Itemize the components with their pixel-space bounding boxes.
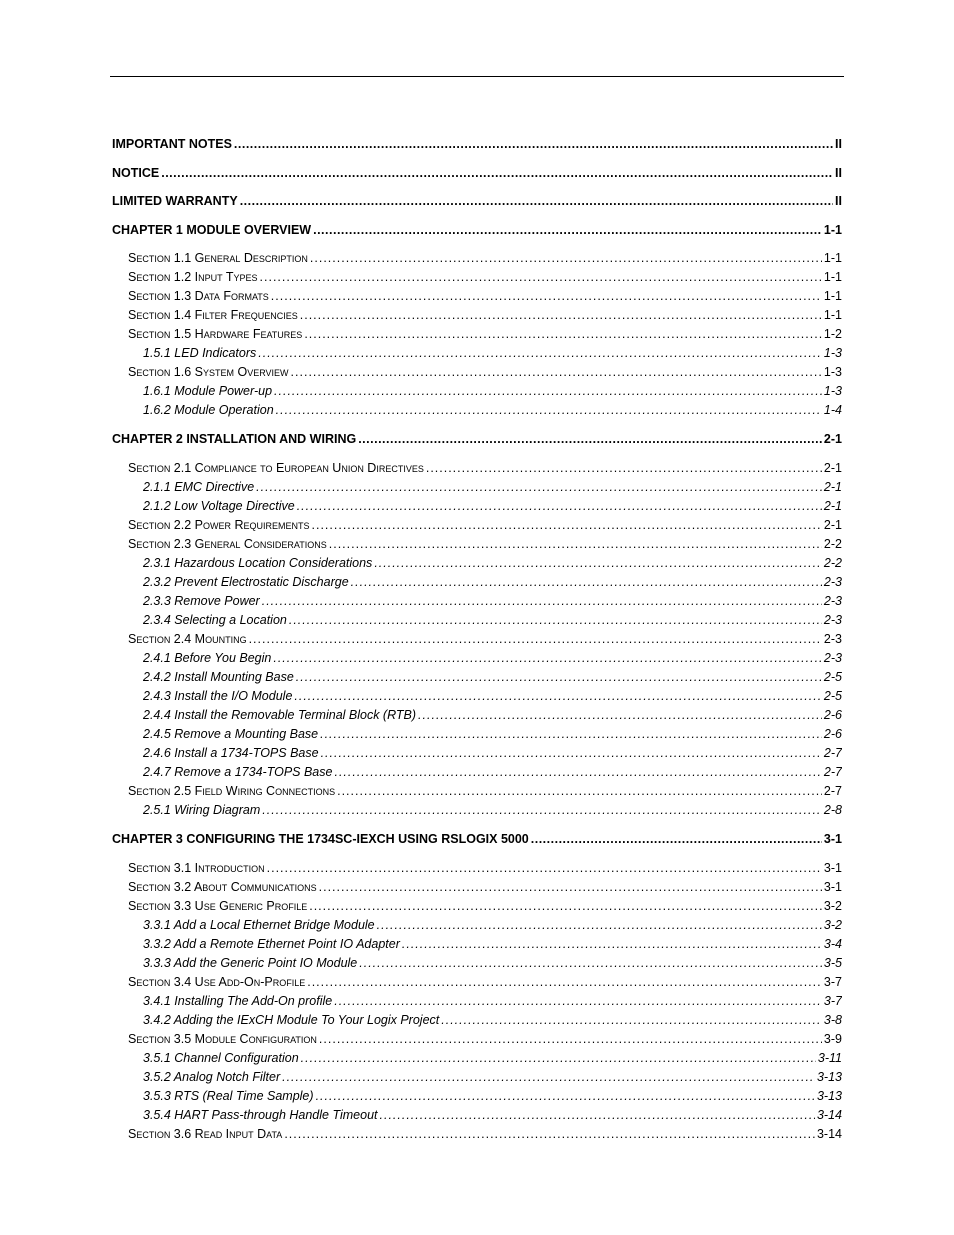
toc-leader-dots <box>312 518 822 532</box>
toc-subsection-entry[interactable] <box>143 556 842 570</box>
toc-entry-page: 2-6 <box>823 708 842 722</box>
toc-section-entry[interactable] <box>128 1032 842 1046</box>
toc-chapter-entry[interactable] <box>112 137 842 151</box>
toc-entry-title: 3.3.3 Add the Generic Point IO Module <box>143 955 358 970</box>
toc-entry-page: 2-6 <box>823 727 842 741</box>
toc-leader-dots <box>258 346 822 360</box>
toc-leader-dots <box>301 1051 816 1065</box>
toc-entry-page: 1-1 <box>823 251 842 266</box>
toc-leader-dots <box>300 308 822 322</box>
toc-leader-dots <box>309 899 822 913</box>
toc-entry-page: 2-3 <box>823 575 842 589</box>
toc-entry-page: 1-1 <box>823 270 842 285</box>
toc-entry-page: 3-11 <box>817 1050 842 1065</box>
toc-entry-page: 2-7 <box>823 765 842 779</box>
toc-entry-title: 3.4.1 Installing The Add-On profile <box>143 993 333 1008</box>
toc-section-entry[interactable] <box>128 308 842 322</box>
toc-entry-title: 2.1.1 EMC Directive <box>143 480 255 494</box>
toc-entry-title: Section 1.5 Hardware Features <box>128 327 303 342</box>
toc-entry-title: IMPORTANT NOTES <box>112 137 232 151</box>
toc-leader-dots <box>319 880 822 894</box>
toc-entry-title: Section 2.5 Field Wiring Connections <box>128 784 336 798</box>
toc-entry-page: 3-7 <box>823 993 842 1008</box>
toc-entry-title: Section 3.5 Module Configuration <box>128 1031 317 1046</box>
toc-entry-title: 3.3.2 Add a Remote Ethernet Point IO Adapter <box>143 936 400 951</box>
toc-entry-title: 2.4.7 Remove a 1734-TOPS Base <box>143 765 333 779</box>
toc-entry-title: CHAPTER 3 CONFIGURING THE 1734SC-IEXCH USING RSLOGIX 5000 <box>112 832 529 846</box>
toc-chapter-entry[interactable] <box>112 166 842 180</box>
toc-section-entry[interactable] <box>128 1127 842 1141</box>
toc-section-entry[interactable] <box>128 327 842 341</box>
toc-entry-page: 2-2 <box>823 537 842 551</box>
toc-leader-dots <box>249 632 822 646</box>
toc-entry-page: 3-14 <box>816 1107 842 1122</box>
toc-entry-page: 1-2 <box>823 327 842 342</box>
toc-subsection-entry[interactable] <box>143 708 842 722</box>
toc-leader-dots <box>161 166 833 180</box>
toc-entry-page: 3-14 <box>816 1126 842 1141</box>
toc-entry-page: 1-3 <box>823 384 842 399</box>
toc-leader-dots <box>402 937 822 951</box>
toc-entry-page: II <box>835 194 842 209</box>
toc-entry-page: 2-7 <box>823 784 842 798</box>
toc-subsection-entry[interactable] <box>143 994 842 1008</box>
toc-leader-dots <box>271 289 822 303</box>
toc-subsection-entry[interactable] <box>143 384 842 398</box>
toc-section-entry[interactable] <box>128 975 842 989</box>
toc-entry-title: 2.4.2 Install Mounting Base <box>143 670 294 684</box>
toc-entry-title: 2.4.1 Before You Begin <box>143 651 272 665</box>
toc-entry-title: Section 2.4 Mounting <box>128 632 247 646</box>
toc-leader-dots <box>262 594 822 608</box>
toc-leader-dots <box>418 708 822 722</box>
toc-chapter-entry[interactable] <box>112 194 842 208</box>
toc-subsection-entry[interactable] <box>143 1089 842 1103</box>
toc-entry-page: 3-1 <box>823 832 842 846</box>
toc-leader-dots <box>260 270 822 284</box>
toc-leader-dots <box>291 365 822 379</box>
toc-entry-page: 3-1 <box>823 860 842 875</box>
toc-entry-title: 2.4.4 Install the Removable Terminal Block (RTB) <box>143 708 417 722</box>
toc-section-entry[interactable] <box>128 880 842 894</box>
toc-chapter-entry[interactable] <box>112 432 842 446</box>
toc-entry-title: CHAPTER 1 MODULE OVERVIEW <box>112 222 312 237</box>
toc-entry-page: 2-1 <box>823 518 842 532</box>
toc-section-entry[interactable] <box>128 461 842 475</box>
toc-chapter-entry[interactable] <box>112 223 842 237</box>
toc-entry-page: 1-1 <box>823 308 842 323</box>
toc-entry-title: 2.3.3 Remove Power <box>143 594 260 608</box>
toc-entry-page: 2-1 <box>823 461 842 475</box>
toc-subsection-entry[interactable] <box>143 594 842 608</box>
toc-entry-title: Section 3.3 Use Generic Profile <box>128 898 308 913</box>
toc-leader-dots <box>262 803 822 817</box>
toc-entry-title: 2.1.2 Low Voltage Directive <box>143 499 295 513</box>
toc-entry-page: II <box>835 137 842 151</box>
toc-subsection-entry[interactable] <box>143 499 842 513</box>
toc-entry-page: 3-8 <box>823 1012 842 1027</box>
toc-entry-page: 3-13 <box>816 1088 842 1103</box>
toc-entry-title: 2.4.6 Install a 1734-TOPS Base <box>143 746 319 760</box>
toc-entry-page: 3-7 <box>823 974 842 989</box>
toc-entry-title: Section 1.1 General Description <box>128 251 308 266</box>
toc-entry-title: 2.4.5 Remove a Mounting Base <box>143 727 319 741</box>
toc-entry-page: 1-3 <box>823 365 842 380</box>
toc-section-entry[interactable] <box>128 899 842 913</box>
toc-entry-page: 2-5 <box>823 670 842 684</box>
toc-entry-page: II <box>835 165 842 180</box>
toc-leader-dots <box>316 1089 815 1103</box>
toc-leader-dots <box>329 537 822 551</box>
toc-entry-title: 2.3.4 Selecting a Location <box>143 613 287 627</box>
toc-entry-page: 3-1 <box>823 879 842 894</box>
toc-entry-title: 1.5.1 LED Indicators <box>143 346 257 361</box>
toc-leader-dots <box>531 832 822 846</box>
toc-entry-title: 1.6.1 Module Power-up <box>143 384 273 399</box>
toc-subsection-entry[interactable] <box>143 1051 842 1065</box>
toc-subsection-entry[interactable] <box>143 346 842 360</box>
toc-entry-title: Section 3.4 Use Add-On-Profile <box>128 974 306 989</box>
toc-entry-page: 3-5 <box>823 955 842 970</box>
toc-leader-dots <box>273 651 822 665</box>
toc-entry-title: 3.4.2 Adding the IExCH Module To Your Logix Project <box>143 1012 440 1027</box>
toc-leader-dots <box>334 994 822 1008</box>
toc-section-entry[interactable] <box>128 784 842 798</box>
toc-entry-title: 2.3.2 Prevent Electrostatic Discharge <box>143 575 349 589</box>
toc-leader-dots <box>351 575 822 589</box>
toc-subsection-entry[interactable] <box>143 1070 842 1084</box>
toc-subsection-entry[interactable] <box>143 613 842 627</box>
toc-entry-title: 3.5.4 HART Pass-through Handle Timeout <box>143 1107 378 1122</box>
toc-entry-page: 3-9 <box>823 1031 842 1046</box>
toc-entry-page: 2-3 <box>823 651 842 665</box>
toc-leader-dots <box>426 461 822 475</box>
toc-section-entry[interactable] <box>128 365 842 379</box>
toc-subsection-entry[interactable] <box>143 803 842 817</box>
toc-subsection-entry[interactable] <box>143 765 842 779</box>
toc-entry-page: 2-1 <box>823 480 842 494</box>
toc-leader-dots <box>284 1127 815 1141</box>
toc-leader-dots <box>289 613 822 627</box>
toc-leader-dots <box>307 975 822 989</box>
toc-entry-page: 2-3 <box>823 613 842 627</box>
toc-entry-title: Section 2.3 General Considerations <box>128 537 327 551</box>
toc-leader-dots <box>276 403 822 417</box>
toc-entry-title: Section 3.6 Read Input Data <box>128 1126 283 1141</box>
toc-section-entry[interactable] <box>128 518 842 532</box>
toc-subsection-entry[interactable] <box>143 670 842 684</box>
toc-leader-dots <box>321 746 822 760</box>
toc-leader-dots <box>358 432 822 446</box>
toc-entry-page: 2-3 <box>823 594 842 608</box>
toc-entry-title: 2.3.1 Hazardous Location Considerations <box>143 556 373 570</box>
toc-section-entry[interactable] <box>128 632 842 646</box>
toc-leader-dots <box>297 499 822 513</box>
toc-entry-page: 2-8 <box>823 803 842 817</box>
toc-entry-title: Section 3.2 About Communications <box>128 879 317 894</box>
toc-entry-page: 3-2 <box>823 917 842 932</box>
toc-entry-page: 1-1 <box>823 222 842 237</box>
toc-entry-title: LIMITED WARRANTY <box>112 194 238 209</box>
toc-entry-title: 3.5.1 Channel Configuration <box>143 1050 299 1065</box>
toc-entry-title: Section 1.3 Data Formats <box>128 289 269 304</box>
toc-subsection-entry[interactable] <box>143 956 842 970</box>
toc-entry-page: 3-13 <box>816 1069 842 1084</box>
toc-section-entry[interactable] <box>128 270 842 284</box>
toc-entry-title: NOTICE <box>112 165 160 180</box>
toc-entry-title: Section 3.1 Introduction <box>128 860 265 875</box>
toc-entry-page: 2-3 <box>823 632 842 646</box>
toc-entry-title: 2.5.1 Wiring Diagram <box>143 803 261 817</box>
toc-subsection-entry[interactable] <box>143 480 842 494</box>
toc-subsection-entry[interactable] <box>143 575 842 589</box>
toc-subsection-entry[interactable] <box>143 727 842 741</box>
toc-section-entry[interactable] <box>128 289 842 303</box>
toc-subsection-entry[interactable] <box>143 689 842 703</box>
toc-entry-title: 2.4.3 Install the I/O Module <box>143 689 293 703</box>
toc-leader-dots <box>267 861 822 875</box>
toc-entry-title: 3.5.2 Analog Notch Filter <box>143 1069 281 1084</box>
toc-entry-title: 1.6.2 Module Operation <box>143 403 274 418</box>
toc-leader-dots <box>374 556 822 570</box>
toc-leader-dots <box>319 1032 822 1046</box>
toc-leader-dots <box>380 1108 815 1122</box>
toc-entry-page: 2-1 <box>823 499 842 513</box>
toc-entry-page: 2-2 <box>823 556 842 570</box>
header-rule <box>110 76 844 77</box>
toc-subsection-entry[interactable] <box>143 1108 842 1122</box>
toc-subsection-entry[interactable] <box>143 746 842 760</box>
toc-leader-dots <box>234 137 833 151</box>
toc-subsection-entry[interactable] <box>143 937 842 951</box>
toc-entry-page: 2-7 <box>823 746 842 760</box>
toc-entry-title: Section 1.6 System Overview <box>128 365 289 380</box>
toc-leader-dots <box>320 727 822 741</box>
toc-leader-dots <box>359 956 822 970</box>
toc-entry-page: 2-5 <box>823 689 842 703</box>
toc-entry-title: 3.3.1 Add a Local Ethernet Bridge Module <box>143 917 375 932</box>
toc-entry-page: 1-3 <box>823 346 842 361</box>
toc-leader-dots <box>256 480 822 494</box>
toc-subsection-entry[interactable] <box>143 1013 842 1027</box>
toc-leader-dots <box>294 689 822 703</box>
toc-leader-dots <box>296 670 822 684</box>
toc-entry-title: Section 1.4 Filter Frequencies <box>128 308 298 323</box>
toc-entry-page: 1-1 <box>823 289 842 304</box>
toc-leader-dots <box>377 918 822 932</box>
toc-entry-title: CHAPTER 2 INSTALLATION AND WIRING <box>112 432 357 447</box>
toc-entry-page: 2-1 <box>823 432 842 447</box>
toc-entry-page: 3-4 <box>823 936 842 951</box>
toc-leader-dots <box>313 223 822 237</box>
toc-section-entry[interactable] <box>128 861 842 875</box>
toc-leader-dots <box>310 251 822 265</box>
toc-entry-title: Section 2.2 Power Requirements <box>128 518 310 532</box>
toc-leader-dots <box>337 784 822 798</box>
toc-leader-dots <box>274 384 822 398</box>
toc-entry-page: 3-2 <box>823 898 842 913</box>
toc-section-entry[interactable] <box>128 251 842 265</box>
toc-entry-title: 3.5.3 RTS (Real Time Sample) <box>143 1088 314 1103</box>
toc-leader-dots <box>282 1070 815 1084</box>
toc-leader-dots <box>441 1013 822 1027</box>
toc-leader-dots <box>334 765 821 779</box>
toc-subsection-entry[interactable] <box>143 403 842 417</box>
toc-entry-title: Section 2.1 Compliance to European Union Directives <box>128 461 424 475</box>
toc-entry-page: 1-4 <box>823 403 842 418</box>
toc-subsection-entry[interactable] <box>143 651 842 665</box>
toc-subsection-entry[interactable] <box>143 918 842 932</box>
toc-entry-title: Section 1.2 Input Types <box>128 270 258 285</box>
toc-section-entry[interactable] <box>128 537 842 551</box>
toc-leader-dots <box>304 327 822 341</box>
toc-leader-dots <box>240 194 833 208</box>
toc-chapter-entry[interactable] <box>112 832 842 846</box>
